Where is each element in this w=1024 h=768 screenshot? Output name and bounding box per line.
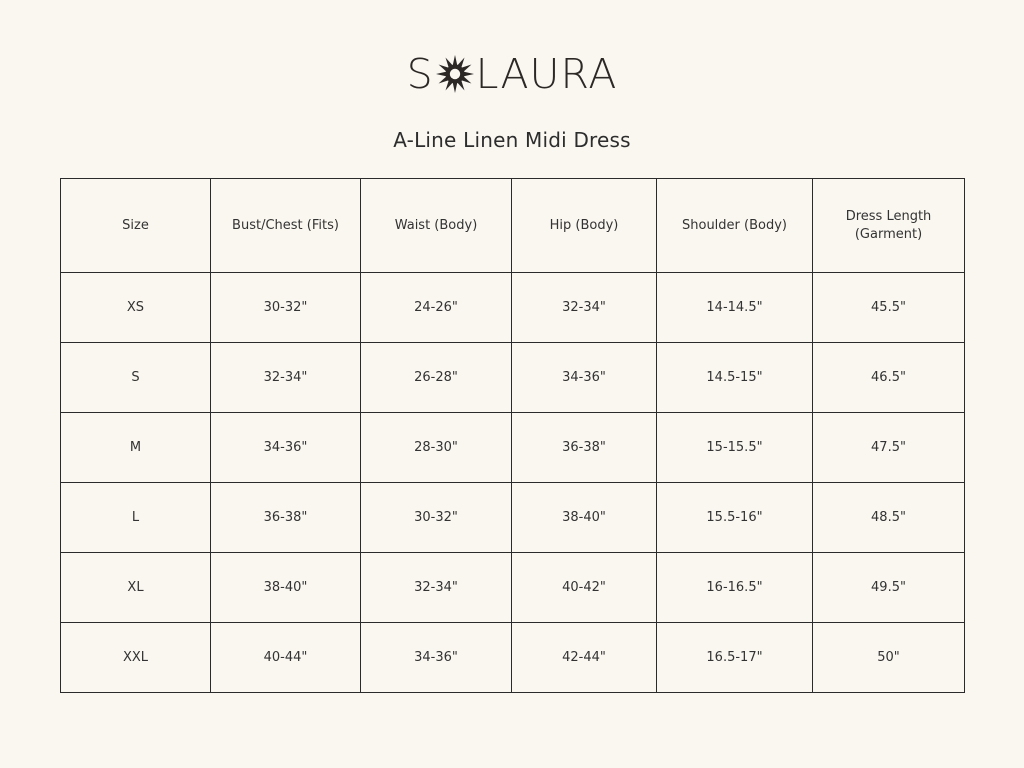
cell-bust: 40-44" [211,623,361,693]
table-row [61,413,965,483]
cell-waist: 28-30" [361,413,512,483]
cell-length: 47.5" [813,413,965,483]
table-row [61,273,965,343]
cell-hip: 40-42" [512,553,657,623]
cell-waist: 26-28" [361,343,512,413]
cell-shoulder: 16.5-17" [657,623,813,693]
cell-size: S [61,343,211,413]
cell-waist: 32-34" [361,553,512,623]
cell-length: 48.5" [813,483,965,553]
cell-length: 50" [813,623,965,693]
cell-hip: 42-44" [512,623,657,693]
table-row [61,623,965,693]
cell-bust: 30-32" [211,273,361,343]
cell-bust: 36-38" [211,483,361,553]
product-title: A-Line Linen Midi Dress [393,128,631,152]
table-row [61,553,965,623]
cell-length: 45.5" [813,273,965,343]
header-waist: Waist (Body) [361,179,512,273]
header-dress-length: Dress Length (Garment) [813,179,965,273]
cell-hip: 36-38" [512,413,657,483]
cell-waist: 24-26" [361,273,512,343]
table-row [61,343,965,413]
cell-waist: 34-36" [361,623,512,693]
size-chart-table [60,178,965,693]
cell-shoulder: 16-16.5" [657,553,813,623]
cell-size: XS [61,273,211,343]
sun-icon [435,54,475,94]
cell-length: 46.5" [813,343,965,413]
cell-size: L [61,483,211,553]
header-shoulder: Shoulder (Body) [657,179,813,273]
cell-bust: 38-40" [211,553,361,623]
brand-wordmark [406,49,618,98]
cell-bust: 34-36" [211,413,361,483]
header-bust-chest: Bust/Chest (Fits) [211,179,361,273]
cell-hip: 32-34" [512,273,657,343]
cell-hip: 34-36" [512,343,657,413]
cell-size: XXL [61,623,211,693]
brand-letter-s: S [406,49,434,98]
brand-logo [0,49,1024,98]
cell-shoulder: 15.5-16" [657,483,813,553]
cell-size: XL [61,553,211,623]
cell-length: 49.5" [813,553,965,623]
cell-shoulder: 14.5-15" [657,343,813,413]
cell-bust: 32-34" [211,343,361,413]
cell-shoulder: 14-14.5" [657,273,813,343]
table-header-row [61,179,965,273]
cell-size: M [61,413,211,483]
header-hip: Hip (Body) [512,179,657,273]
brand-letters-laura: LAURA [475,49,618,98]
cell-shoulder: 15-15.5" [657,413,813,483]
header-size: Size [61,179,211,273]
cell-hip: 38-40" [512,483,657,553]
table-row [61,483,965,553]
cell-waist: 30-32" [361,483,512,553]
